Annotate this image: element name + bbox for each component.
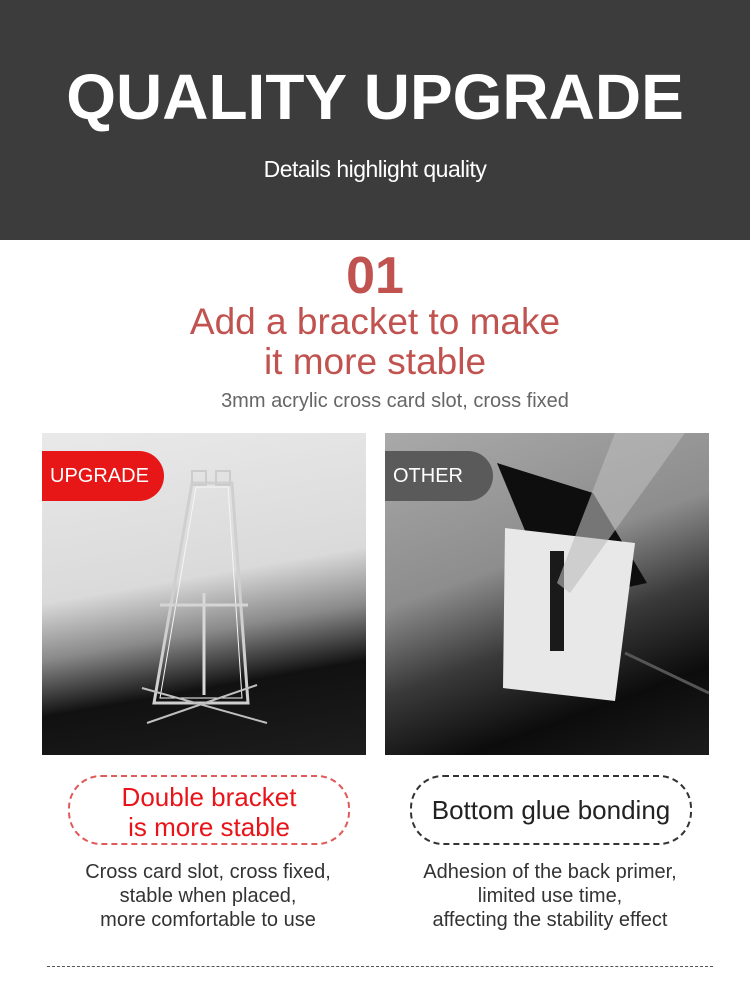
other-description (380, 860, 720, 932)
upgrade-product-photo (42, 433, 366, 755)
callout-line2: is more stable (128, 812, 290, 842)
section-title-line1: Add a bracket to make (189, 301, 561, 342)
upgrade-tag: UPGRADE (42, 451, 164, 501)
other-desc-line2: limited use time, (477, 885, 623, 907)
other-desc-line3: affecting the stability effect (432, 909, 668, 931)
upgrade-description (38, 860, 378, 932)
upgrade-desc-line2: stable when placed, (119, 885, 297, 907)
page-subtitle: Details highlight quality (263, 156, 487, 182)
bottom-divider (47, 966, 713, 967)
section-title (0, 302, 750, 382)
upgrade-desc-line3: more comfortable to use (100, 909, 316, 931)
upgrade-desc-line1: Cross card slot, cross fixed, (85, 861, 331, 883)
section-title-line2: it more stable (263, 341, 487, 382)
section-number: 01 (346, 247, 404, 305)
callout-line1: Double bracket (121, 782, 297, 812)
section-subtitle: 3mm acrylic cross card slot, cross fixed (221, 390, 569, 412)
page-title: QUALITY UPGRADE (66, 61, 684, 133)
glue-bonding-callout: Bottom glue bonding (410, 775, 692, 845)
double-bracket-callout (68, 775, 350, 845)
other-product-photo (385, 433, 709, 755)
header-banner (0, 0, 750, 240)
other-desc-line1: Adhesion of the back primer, (423, 861, 677, 883)
other-tag: OTHER (385, 451, 493, 501)
